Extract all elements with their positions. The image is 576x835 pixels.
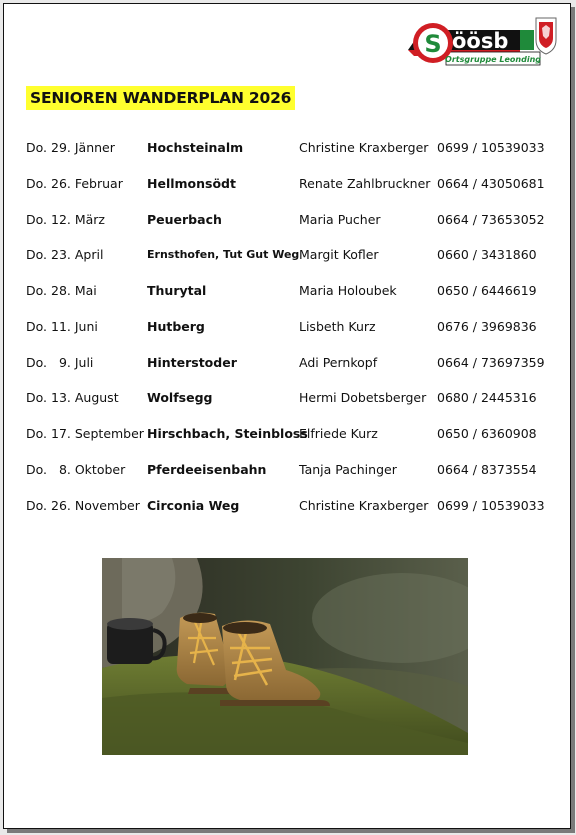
list-item: [4, 386, 570, 410]
place-cell: Circonia Weg: [147, 498, 240, 513]
leader-cell: Maria Holoubek: [299, 283, 397, 298]
list-item: [4, 172, 570, 196]
place-cell: Hinterstoder: [147, 355, 237, 370]
date-cell: Do. 26. Februar: [26, 176, 123, 191]
logo-subtitle: Ortsgruppe Leonding: [445, 55, 541, 64]
oeosb-logo: [408, 16, 558, 70]
date-cell: Do. 29. Jänner: [26, 140, 115, 155]
date-cell: Do. 9. Juli: [26, 355, 94, 370]
hiking-boots-photo: [102, 558, 468, 755]
place-cell: Hellmonsödt: [147, 176, 236, 191]
phone-cell: 0664 / 73653052: [437, 212, 545, 227]
leader-cell: Elfriede Kurz: [299, 426, 378, 441]
list-item: [4, 208, 570, 232]
page-title: SENIOREN WANDERPLAN 2026: [26, 86, 295, 110]
place-cell: Pferdeeisenbahn: [147, 462, 267, 477]
phone-cell: 0664 / 73697359: [437, 355, 545, 370]
phone-cell: 0699 / 10539033: [437, 140, 545, 155]
list-item: [4, 315, 570, 339]
leader-cell: Christine Kraxberger: [299, 498, 429, 513]
phone-cell: 0676 / 3969836: [437, 319, 537, 334]
svg-text:S: S: [424, 30, 442, 58]
place-cell: Wolfsegg: [147, 390, 213, 405]
list-item: [4, 458, 570, 482]
place-cell: Hochsteinalm: [147, 140, 244, 155]
leader-cell: Adi Pernkopf: [299, 355, 378, 370]
leader-cell: Margit Kofler: [299, 247, 379, 262]
phone-cell: 0660 / 3431860: [437, 247, 537, 262]
list-item: [4, 136, 570, 160]
phone-cell: 0699 / 10539033: [437, 498, 545, 513]
list-item: [4, 422, 570, 446]
leader-cell: Lisbeth Kurz: [299, 319, 376, 334]
date-cell: Do. 12. März: [26, 212, 105, 227]
place-cell: Hirschbach, Steinbloss: [147, 426, 308, 441]
list-item: [4, 243, 570, 267]
date-cell: Do. 26. November: [26, 498, 140, 513]
date-cell: Do. 17. September: [26, 426, 144, 441]
leader-cell: Maria Pucher: [299, 212, 381, 227]
phone-cell: 0650 / 6360908: [437, 426, 537, 441]
place-cell: Ernsthofen, Tut Gut Weg: [147, 248, 300, 261]
list-item: [4, 494, 570, 518]
phone-cell: 0664 / 43050681: [437, 176, 545, 191]
list-item: [4, 279, 570, 303]
coat-of-arms-icon: [536, 18, 556, 54]
date-cell: Do. 13. August: [26, 390, 119, 405]
list-item: [4, 351, 570, 375]
date-cell: Do. 28. Mai: [26, 283, 97, 298]
place-cell: Peuerbach: [147, 212, 222, 227]
leader-cell: Renate Zahlbruckner: [299, 176, 431, 191]
leader-cell: Christine Kraxberger: [299, 140, 429, 155]
logo-wordmark: öösb: [452, 29, 509, 53]
leader-cell: Hermi Dobetsberger: [299, 390, 427, 405]
phone-cell: 0650 / 6446619: [437, 283, 537, 298]
date-cell: Do. 8. Oktober: [26, 462, 126, 477]
place-cell: Hutberg: [147, 319, 205, 334]
phone-cell: 0664 / 8373554: [437, 462, 537, 477]
place-cell: Thurytal: [147, 283, 207, 298]
date-cell: Do. 11. Juni: [26, 319, 98, 334]
document-page: [3, 3, 571, 829]
phone-cell: 0680 / 2445316: [437, 390, 537, 405]
leader-cell: Tanja Pachinger: [299, 462, 397, 477]
date-cell: Do. 23. April: [26, 247, 104, 262]
